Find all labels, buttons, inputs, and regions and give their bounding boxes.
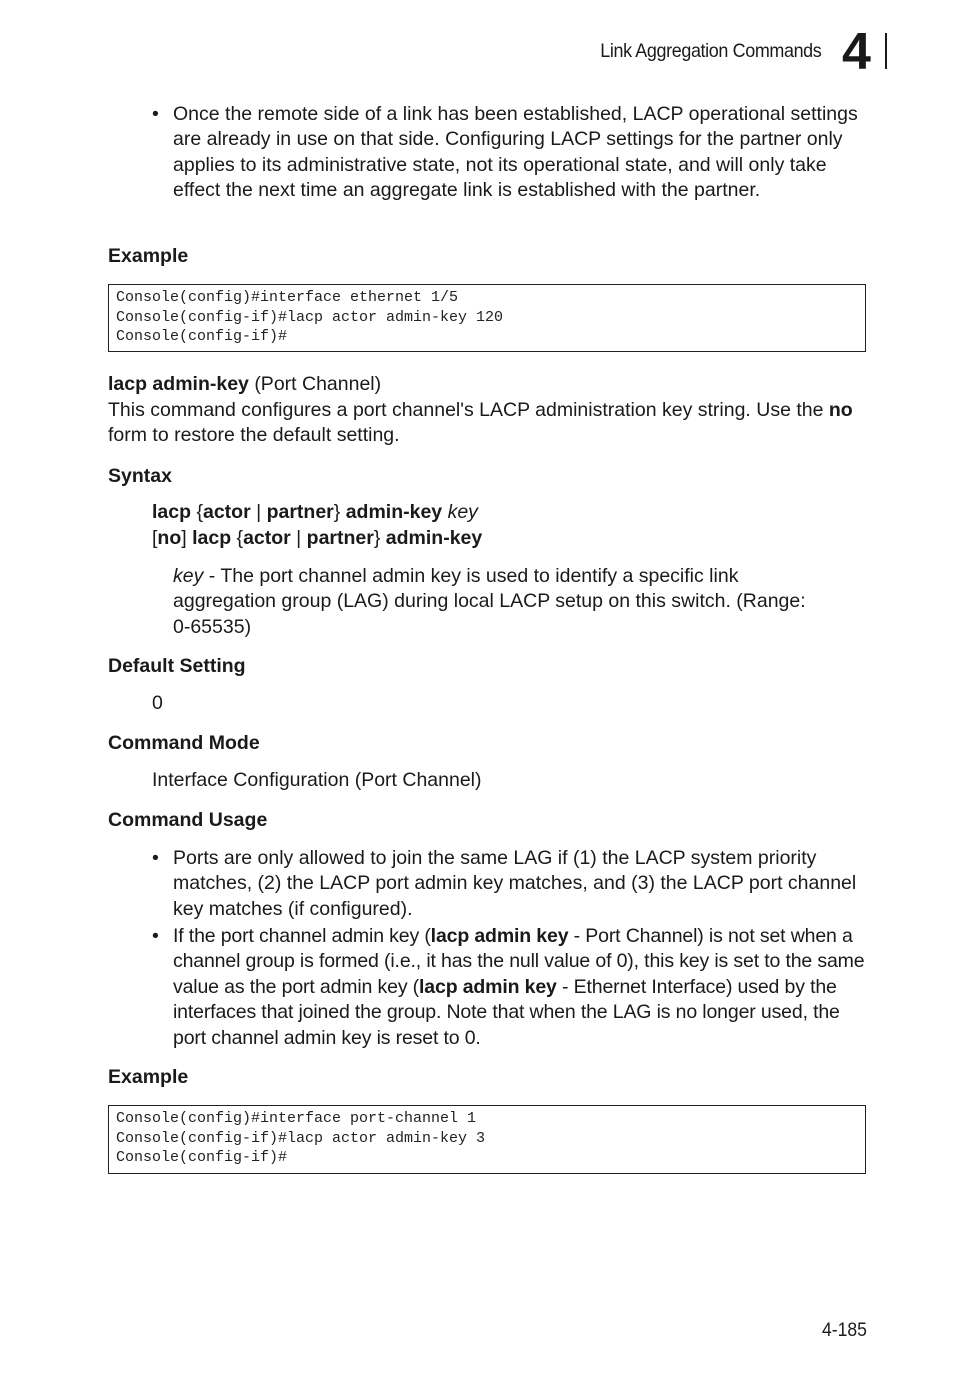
syntax-key-param: key: [447, 501, 478, 523]
code-line: Console(config)#interface ethernet 1/5: [116, 289, 459, 306]
syntax-admin-key: admin-key: [385, 527, 483, 549]
default-setting-heading: Default Setting: [108, 655, 246, 677]
chapter-rule: [885, 33, 887, 69]
syntax-admin-key: admin-key: [345, 501, 443, 523]
bullet-symbol: •: [152, 925, 159, 947]
page-number: 4-185: [822, 1319, 867, 1341]
syntax-brace: }: [333, 501, 341, 523]
syntax-lacp: lacp: [192, 527, 232, 549]
syntax-bracket: ]: [181, 527, 187, 549]
syntax-brace: }: [373, 527, 381, 549]
bullet-symbol: •: [152, 847, 159, 869]
usage-bullet-1-text: Ports are only allowed to join the same LAG if (1) the LACP system priority matches, (2) the LACP port admin key matches, and (3) the LACP port channel key matches (if configured).: [173, 847, 857, 920]
intro-bullet: [152, 102, 872, 232]
syntax-actor: actor: [202, 501, 251, 523]
intro-bullet-text: Once the remote side of a link has been established, LACP operational settings are already in use on that side. Configuring LACP settings for the partner only applies to its administrative state, not its operational state, and will only take effect the next time an aggregate link is established with the partner.: [173, 103, 858, 202]
command-mode-heading: Command Mode: [108, 732, 260, 754]
syntax-bracket: [: [152, 527, 158, 549]
chapter-number: 4: [842, 23, 871, 81]
default-setting-value: 0: [152, 692, 163, 714]
description-text-1: This command configures a port channel's LACP administration key string. Use the: [108, 399, 824, 421]
example-heading-2: Example: [108, 1066, 189, 1088]
syntax-parameter: [173, 564, 813, 640]
bullet-symbol: •: [152, 103, 159, 125]
code-example-1: [108, 284, 866, 352]
usage-bullet-2-text: [173, 924, 868, 1051]
syntax-bar: |: [296, 527, 302, 549]
description-no-keyword: no: [828, 399, 853, 421]
bullet-text-segment: - Port Channel) is not set when a channel group is formed (i.e., it has the null value of 0), this key is set to the same value as the port admin key (: [173, 925, 865, 998]
syntax-actor: actor: [243, 527, 291, 549]
syntax-line-2: [152, 526, 482, 551]
running-header-title: Link Aggregation Commands: [599, 40, 821, 62]
code-example-2: [108, 1105, 866, 1174]
syntax-no: no: [157, 527, 182, 549]
syntax-brace: {: [196, 501, 203, 523]
parameter-description: - The port channel admin key is used to identify a specific link aggregation group (LAG) during local LACP setup on this switch. (Range: 0-65535): [173, 565, 806, 638]
command-usage-heading: Command Usage: [108, 809, 268, 831]
code-line: Console(config)#interface port-channel 1: [116, 1110, 477, 1127]
bullet-bold-term: lacp admin key: [430, 925, 569, 947]
bullet-text-segment: - Ethernet Interface) used by the interfaces that joined the group. Note that when the LAG is no longer used, the port channel admin key is reset to 0.: [173, 975, 840, 1049]
bullet-text-segment: If the port channel admin key (: [173, 925, 431, 947]
syntax-partner: partner: [266, 501, 334, 523]
example-heading-1: Example: [108, 245, 189, 267]
syntax-line-1: [152, 500, 478, 525]
usage-bullet-1: [152, 846, 872, 926]
command-description: [108, 398, 878, 449]
syntax-bar: |: [256, 501, 262, 523]
syntax-partner: partner: [306, 527, 374, 549]
command-title: [108, 372, 381, 397]
code-line: Console(config-if)#lacp actor admin-key 120: [116, 308, 504, 326]
command-name: lacp admin-key: [108, 373, 249, 395]
syntax-brace: {: [236, 527, 244, 549]
bullet-bold-term: lacp admin key: [419, 975, 557, 998]
syntax-heading: Syntax: [108, 465, 172, 487]
code-line: Console(config-if)#: [116, 1149, 288, 1166]
command-qualifier: (Port Channel): [254, 373, 382, 395]
parameter-name: key: [173, 565, 204, 587]
syntax-lacp: lacp: [152, 501, 192, 523]
command-mode-value: Interface Configuration (Port Channel): [152, 769, 482, 791]
code-line: Console(config-if)#lacp actor admin-key 3: [116, 1129, 486, 1147]
usage-bullet-2: [152, 924, 872, 1054]
description-text-2: form to restore the default setting.: [108, 424, 400, 447]
code-line: Console(config-if)#: [116, 328, 288, 345]
